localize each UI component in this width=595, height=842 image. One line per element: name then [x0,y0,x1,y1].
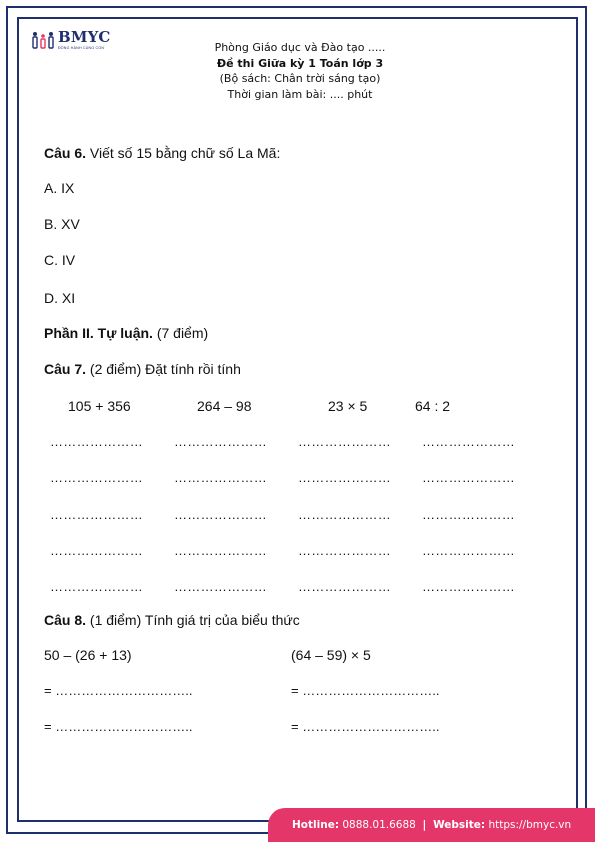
q7-expr-4: 64 : 2 [415,398,451,414]
q7-expr-2: 264 – 98 [197,398,252,414]
answer-dots: ………………… [422,470,516,485]
answer-dots: ………………… [298,434,392,449]
question-8 [44,612,300,628]
q7-expr-1: 105 + 356 [68,398,131,414]
hotline-label: Hotline: [292,819,340,831]
q6-option-d: D. XI [44,290,76,306]
q6-option-c: C. IV [44,252,76,268]
website-label: Website: [433,819,486,831]
answer-dots: ………………… [50,507,144,522]
answer-dots: ………………… [422,434,516,449]
header-book: (Bộ sách: Chân trời sáng tạo) [219,72,381,85]
logo-name: BMYC [58,28,111,46]
hotline-number: 0888.01.6688 [342,819,416,831]
footer-separator: | [422,819,427,831]
question-6-text: Viết số 15 bằng chữ số La Mã: [86,145,281,161]
contact-footer [268,808,595,842]
question-6-label: Câu 6. [44,145,87,161]
family-logo-icon [31,30,55,50]
question-7-text: (2 điểm) Đặt tính rồi tính [86,361,241,377]
q6-option-a: A. IX [44,180,75,196]
q8-answer-line: = ………………………….. [291,683,440,698]
answer-dots: ………………… [50,434,144,449]
answer-dots: ………………… [298,470,392,485]
q6-option-b: B. XV [44,216,80,232]
header-time: Thời gian làm bài: .... phút [227,87,373,101]
question-8-text: (1 điểm) Tính giá trị của biểu thức [86,612,300,628]
q8-expr-2: (64 – 59) × 5 [291,647,371,663]
answer-dots: ………………… [50,470,144,485]
part-2-heading [44,325,208,341]
answer-dots: ………………… [422,507,516,522]
q7-expr-3: 23 × 5 [328,398,368,414]
header-department: Phòng Giáo dục và Đào tạo ..... [214,41,386,54]
q8-answer-line: = ………………………….. [291,719,440,734]
question-7 [44,361,241,377]
bmyc-logo [31,30,110,50]
answer-dots: ………………… [298,507,392,522]
answer-dots: ………………… [422,579,516,594]
part-2-points: (7 điểm) [152,325,209,341]
answer-dots: ………………… [50,579,144,594]
q8-expr-1: 50 – (26 + 13) [44,647,132,663]
question-6 [44,145,280,161]
answer-dots: ………………… [422,543,516,558]
question-7-label: Câu 7. [44,361,87,377]
q8-answer-line: = ………………………….. [44,683,193,698]
exam-title: Đề thi Giữa kỳ 1 Toán lớp 3 [216,56,384,70]
answer-dots: ………………… [298,543,392,558]
answer-dots: ………………… [50,543,144,558]
website-link[interactable]: https://bmyc.vn [488,819,572,831]
answer-dots: ………………… [174,543,268,558]
answer-dots: ………………… [174,470,268,485]
answer-dots: ………………… [174,579,268,594]
answer-dots: ………………… [174,434,268,449]
q8-answer-line: = ………………………….. [44,719,193,734]
answer-dots: ………………… [174,507,268,522]
answer-dots: ………………… [298,579,392,594]
exam-header [150,40,450,102]
part-2-label: Phần II. Tự luận. [44,325,153,341]
logo-tagline: ĐỒNG HÀNH CÙNG CON [58,46,105,50]
page-border-inner [17,17,578,822]
question-8-label: Câu 8. [44,612,87,628]
